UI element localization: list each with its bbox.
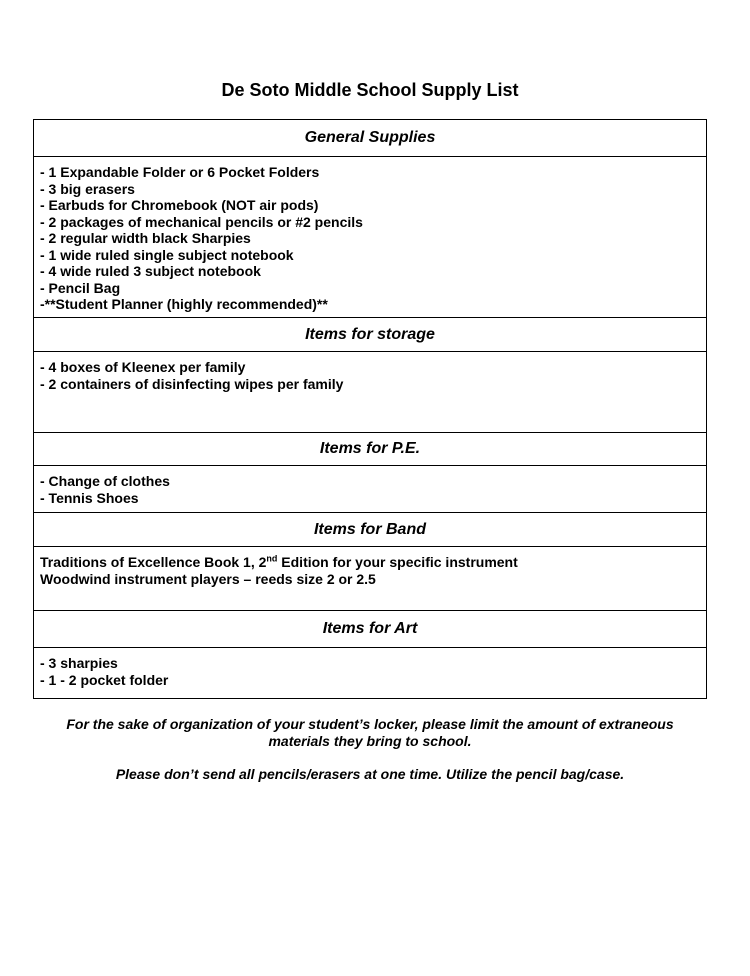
section-title: Items for storage [305, 325, 435, 343]
band-book-item [40, 554, 700, 571]
organization-note [30, 716, 710, 750]
pe-items-header [34, 433, 706, 466]
pe-items-list [34, 466, 706, 513]
general-supplies-header [34, 120, 706, 157]
list-item: - 3 big erasers [40, 180, 135, 197]
list-item: - 2 packages of mechanical pencils or #2 pencils [40, 213, 363, 230]
note-line: For the sake of organization of your student’s locker, please limit the amount of extraneous [66, 716, 674, 732]
list-item: - 2 regular width black Sharpies [40, 230, 251, 246]
section-title: General Supplies [304, 129, 436, 146]
list-item: - Earbuds for Chromebook (NOT air pods) [40, 197, 319, 213]
note-line: materials they bring to school. [268, 733, 472, 749]
list-item: - 4 wide ruled 3 subject notebook [40, 263, 261, 279]
list-item: - 1 Expandable Folder or 6 Pocket Folders [40, 164, 320, 180]
list-item: Woodwind instrument players – reeds size 2 or 2.5 [40, 570, 376, 587]
pencil-note: Please don’t send all pencils/erasers at one time. Utilize the pencil bag/case. [115, 766, 625, 782]
band-book-text-end: Edition for your specific instrument [277, 554, 518, 570]
band-items-header [34, 513, 706, 547]
storage-items-list [34, 352, 706, 433]
art-items-header [34, 611, 706, 648]
list-item: - Change of clothes [40, 473, 170, 489]
list-item: - 3 sharpies [40, 655, 118, 671]
list-item: - 4 boxes of Kleenex per family [40, 359, 246, 375]
list-item: -**Student Planner (highly recommended)** [40, 296, 328, 312]
storage-items-header [34, 318, 706, 352]
list-item: - Tennis Shoes [40, 489, 139, 506]
page-title: De Soto Middle School Supply List [221, 80, 519, 100]
supply-list-table [33, 119, 707, 699]
ordinal-suffix: nd [266, 553, 278, 564]
general-supplies-list [34, 157, 706, 318]
list-item: - 2 containers of disinfecting wipes per family [40, 375, 344, 392]
art-items-list [34, 648, 706, 698]
section-title: Items for P.E. [319, 440, 421, 457]
list-item: - Pencil Bag [40, 279, 121, 296]
band-book-text: Traditions of Excellence Book 1, 2 [40, 554, 267, 570]
band-items-list [34, 547, 706, 611]
list-item: - 1 wide ruled single subject notebook [40, 246, 294, 263]
section-title: Items for Band [313, 520, 426, 538]
list-item: - 1 - 2 pocket folder [40, 671, 169, 688]
section-title: Items for Art [322, 620, 418, 637]
